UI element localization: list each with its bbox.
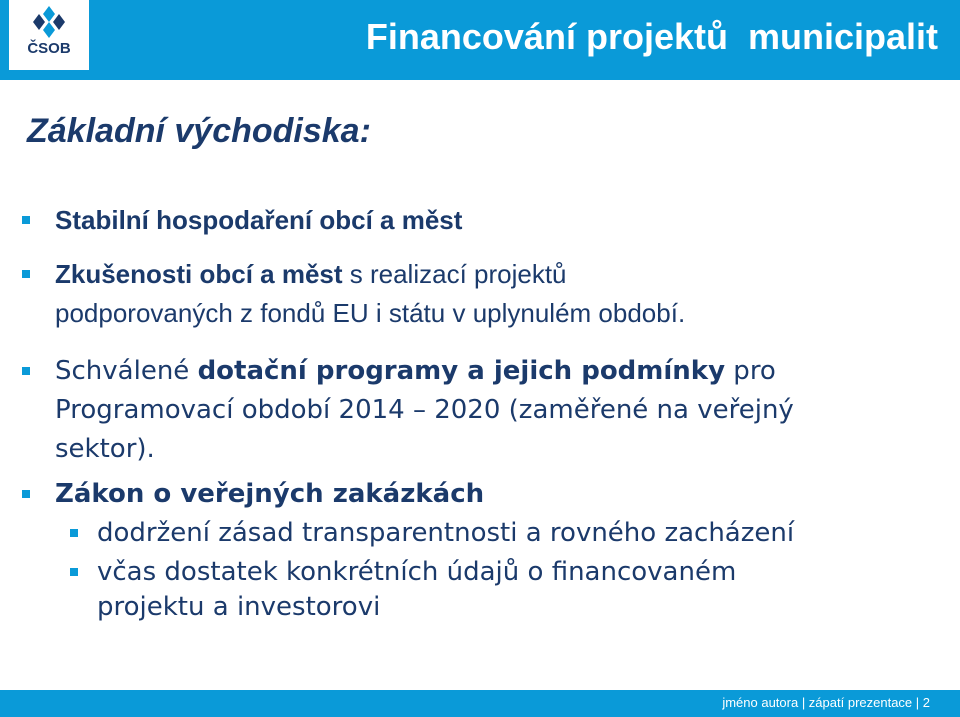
bold-text: dotační programy a jejich podmínky (197, 356, 726, 386)
footer-text: jméno autora | zápatí prezentace | 2 (722, 695, 930, 710)
bullet-text-line (55, 355, 776, 387)
sub-bullet-text-line: projektu a investorovi (97, 592, 381, 622)
bullet-marker (22, 367, 30, 375)
plain-text: podporovaných z fondů EU i státu v uplynulém období. (55, 298, 686, 328)
bold-text: Stabilní hospodaření obcí a měst (55, 205, 463, 235)
bold-text: Zkušenosti obcí a měst (55, 259, 343, 289)
bold-text: Zákon o veřejných zakázkách (55, 479, 485, 509)
bullet-marker (22, 490, 30, 498)
bullet-text-line (55, 394, 794, 426)
bullet-text-line (55, 204, 462, 236)
bullet-text-line (55, 297, 685, 329)
sub-bullet-marker (70, 568, 78, 576)
sub-bullet-marker (70, 529, 78, 537)
section-heading: Základní východiska: (27, 112, 371, 150)
bullet-text-line (55, 433, 155, 465)
csob-logo (9, 0, 89, 70)
plain-text: Schválené (55, 356, 198, 386)
logo-label: ČSOB (27, 40, 71, 57)
plain-text: sektor). (55, 434, 155, 464)
bullet-marker (22, 270, 30, 278)
sub-bullet-text-line: dodržení zásad transparentnosti a rovného zacházení (97, 518, 795, 548)
plain-text: pro (725, 356, 776, 386)
plain-text: Programovací období 2014 – 2020 (zaměřené na veřejný (55, 395, 794, 425)
page-title: Financování projektů municipalit (365, 16, 938, 57)
bullet-marker (22, 216, 30, 224)
plain-text: s realizací projektů (342, 259, 567, 289)
sub-bullet-text-line: včas dostatek konkrétních údajů o financovaném (97, 557, 737, 587)
bullet-text-line (55, 478, 484, 510)
bullet-text-line (55, 258, 567, 290)
csob-logo-icon (9, 0, 89, 70)
